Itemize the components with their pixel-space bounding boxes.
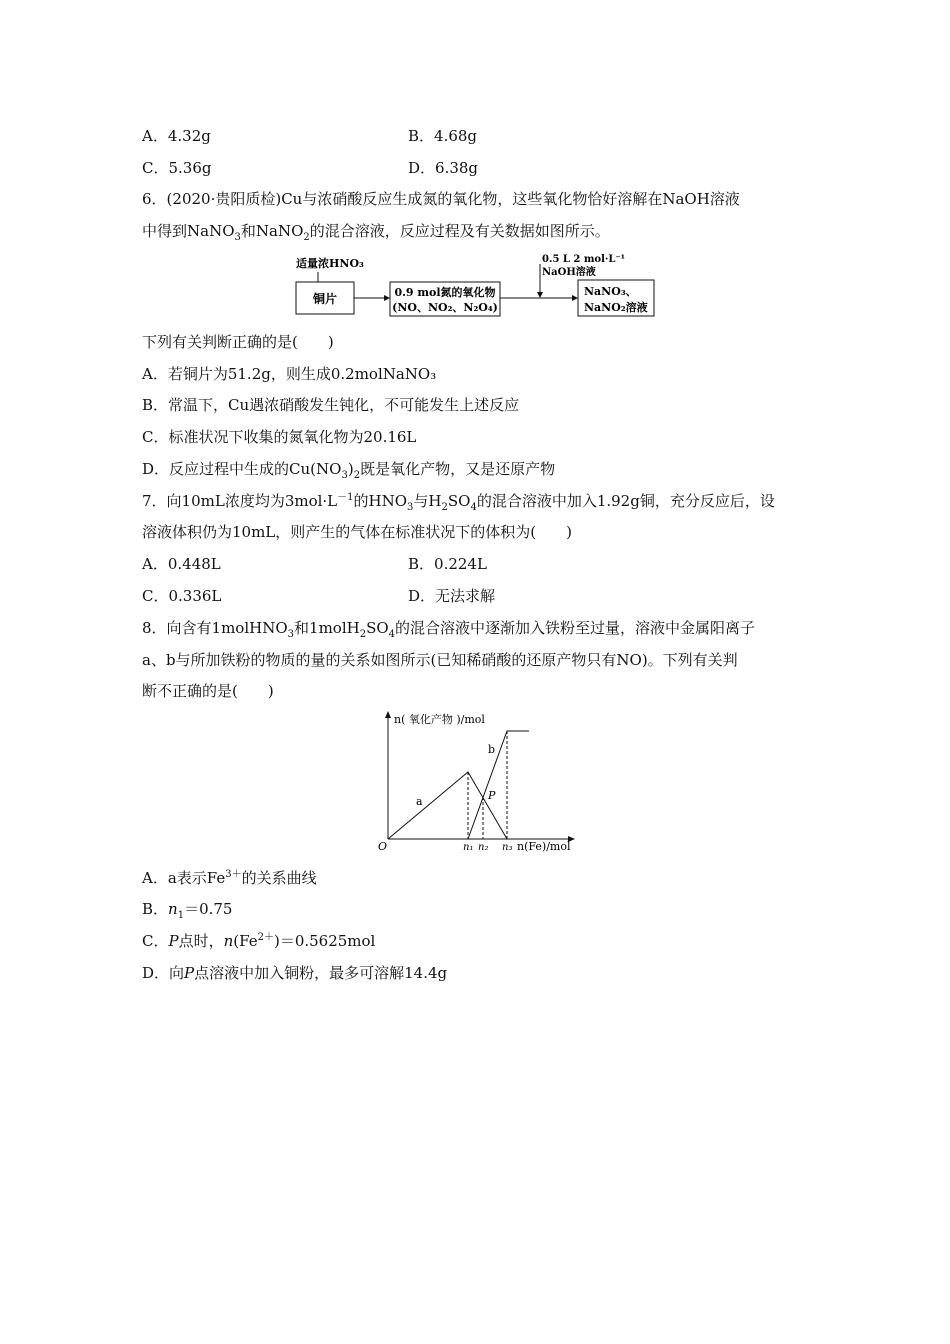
q5-option-b: B．4.68g	[408, 127, 478, 145]
q7-option-b: B．0.224L	[408, 555, 487, 573]
q7-option-c: C．0.336L	[142, 587, 222, 605]
x-axis-label: n(Fe)/mol	[517, 840, 571, 853]
q5-option-d: D．6.38g	[408, 159, 479, 177]
origin-label: O	[378, 840, 388, 853]
q8-stem-line2: a、b与所加铁粉的物质的量的关系如图所示(已知稀硝酸的还原产物只有NO)。下列有关判	[142, 651, 738, 669]
q6-question: 下列有关判断正确的是( )	[142, 333, 334, 351]
q8-option-b: B．$n_1=0.75$	[142, 900, 233, 921]
point-p-label: P	[488, 789, 496, 802]
q5-option-a: A．4.32g	[142, 127, 211, 145]
tick-n2: n₂	[478, 842, 489, 853]
tick-n3: n₃	[502, 842, 513, 853]
q6-stem-line1: 6．(2020·贵阳质检)Cu与浓硝酸反应生成氮的氧化物，这些氧化物恰好溶解在NaOH溶液	[142, 190, 740, 208]
flow-box2-line1: 0.9 mol氮的氧化物	[394, 286, 496, 299]
flow-top-left-label: 适量浓HNO₃	[296, 257, 364, 270]
flow-top-right-line2: NaOH溶液	[542, 267, 596, 278]
q8-graph	[372, 708, 578, 856]
q7-stem-line1: 7．向10mL浓度均为$3mol\cdot L^{-1}$的$HNO_3$与$H_2SO_4$的混合溶液中加入1.92g铜，充分反应后，设	[142, 492, 775, 513]
q8-stem-line3: 断不正确的是( )	[142, 682, 274, 700]
q5-option-c: C．5.36g	[142, 159, 212, 177]
q6-option-a: A．若铜片为51.2g，则生成0.2molNaNO₃	[142, 365, 437, 383]
flow-box1-label: 铜片	[312, 292, 338, 306]
flow-box2-line2: (NO、NO₂、N₂O₄)	[392, 301, 498, 314]
y-axis-label: n( 氧化产物 )/mol	[394, 713, 485, 726]
flow-top-right-line1: 0.5 L 2 mol·L⁻¹	[542, 254, 626, 265]
q7-option-d: D．无法求解	[408, 587, 496, 605]
q7-stem-line2: 溶液体积仍为10mL，则产生的气体在标准状况下的体积为( )	[142, 523, 572, 541]
curve-a-label: a	[416, 795, 423, 808]
q7-option-a: A．0.448L	[142, 555, 221, 573]
curve-b	[468, 731, 529, 839]
q8-option-d: D．向P点溶液中加入铜粉，最多可溶解14.4g	[142, 964, 448, 982]
flow-box3-line1: NaNO₃、	[584, 285, 637, 298]
tick-n1: n₁	[463, 842, 474, 853]
q6-option-c: C．标准状况下收集的氮氧化物为20.16L	[142, 428, 417, 446]
q8-option-a: A．a表示$Fe^{3+}$的关系曲线	[142, 869, 317, 887]
curve-a	[388, 772, 507, 839]
q6-flow-diagram	[290, 250, 660, 322]
curve-b-label: b	[488, 743, 496, 756]
q6-option-d: D．反应过程中生成的$Cu(NO_3)_2$既是氧化产物，又是还原产物	[142, 460, 556, 481]
q6-stem-line2: 中得到NaNO$_3$和NaNO$_2$的混合溶液，反应过程及有关数据如图所示。	[142, 222, 610, 243]
q6-option-b: B．常温下，Cu遇浓硝酸发生钝化，不可能发生上述反应	[142, 396, 520, 414]
q8-option-c: C．P点时，$n(Fe^{2+})=0.5625mol$	[142, 932, 376, 950]
q8-stem-line1: 8．向含有1molHNO$_3$和$1molH_2SO_4$的混合溶液中逐渐加入铁粉至过量，溶液中金属阳离子	[142, 619, 756, 640]
flow-box3-line2: NaNO₂溶液	[584, 301, 648, 314]
